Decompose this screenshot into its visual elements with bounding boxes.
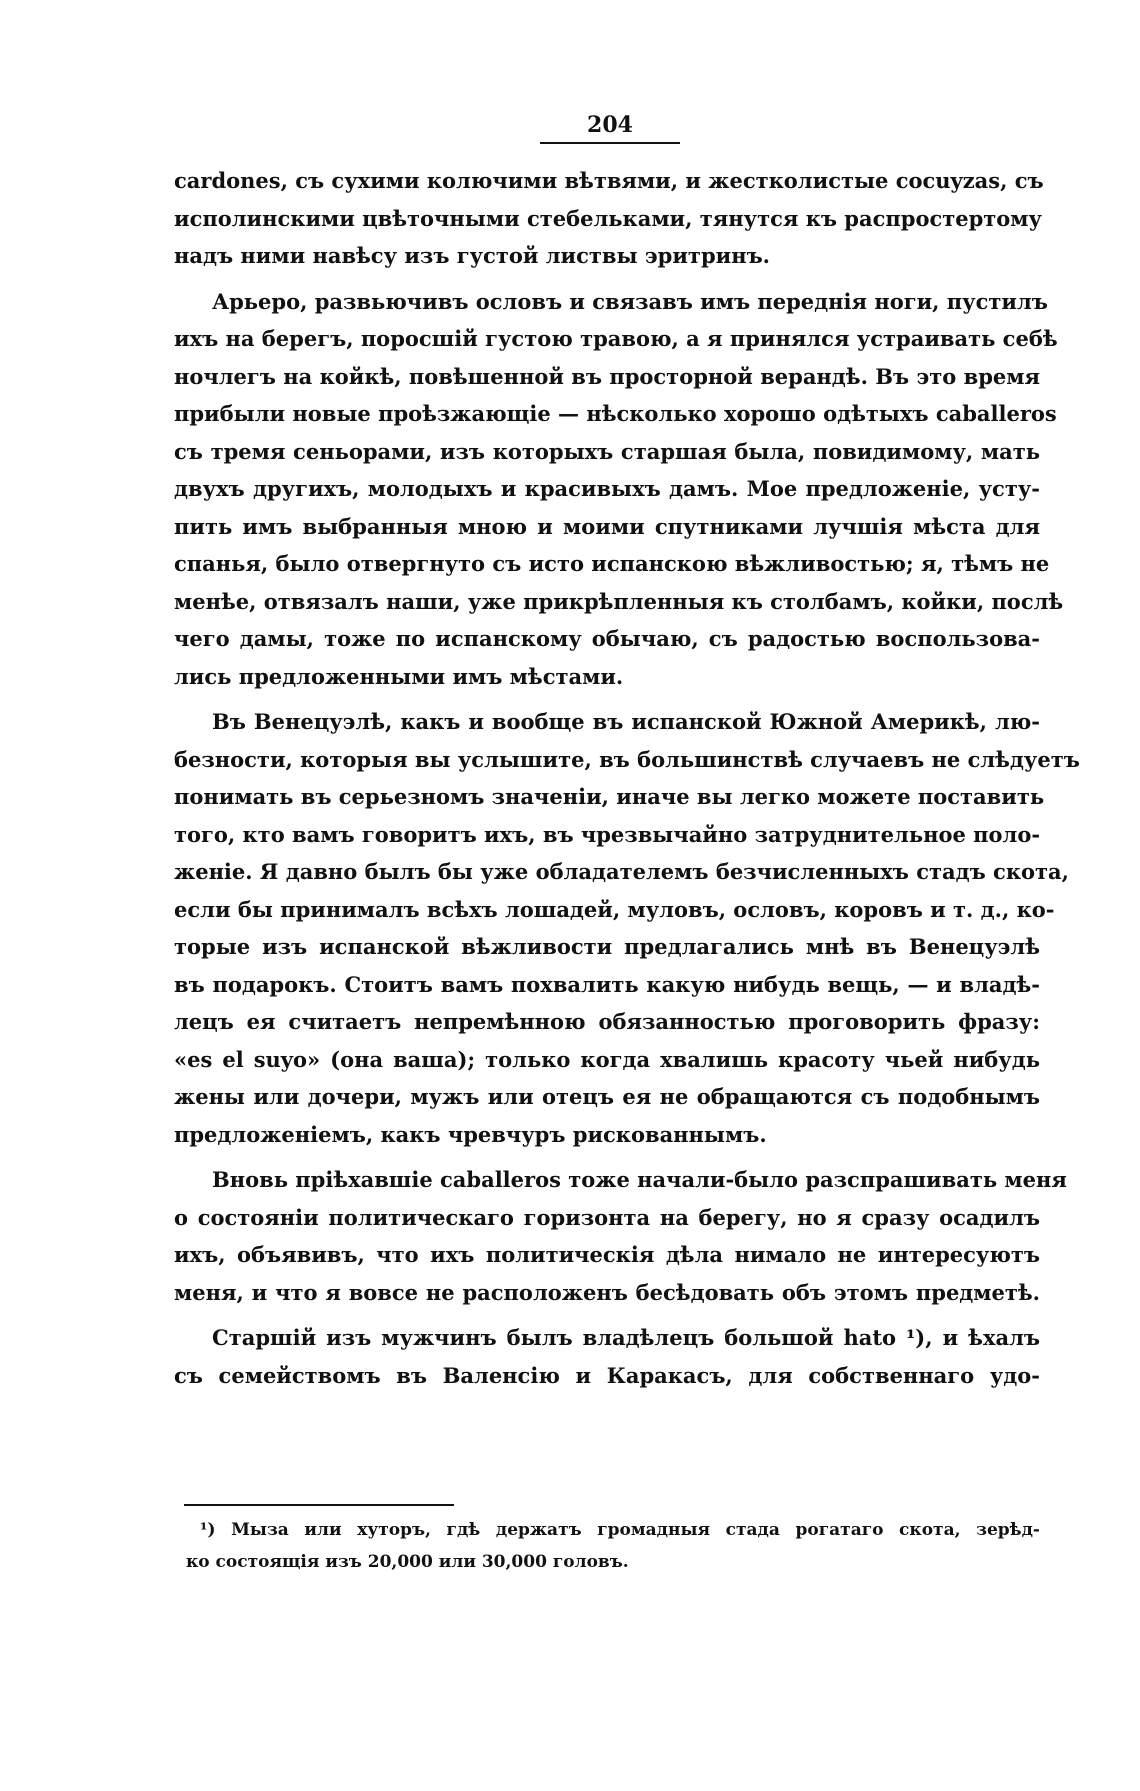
paragraph-start-line: Вновь пріѣхавшіе caballeros тоже начали-было разспрашивать меня [212,1167,1067,1192]
text-line: понимать въ серьезномъ значеніи, иначе вы легко можете поставить [174,784,1045,809]
text-line: «es el suyo» (она ваша); только когда хвалишь красоту чьей нибудь [174,1046,1040,1072]
text-line: жены или дочери, мужъ или отецъ ея не обращаются съ подобнымъ [174,1084,1040,1109]
text-line: лись предложенными имъ мѣстами. [174,663,624,689]
text-line: спанья, было отвергнуто съ исто испанскою вѣжливостью; я, тѣмъ не [174,551,1050,576]
text-line: надъ ними навѣсу изъ густой листвы эритринъ. [174,243,770,268]
text-line: ночлегъ на койкѣ, повѣшенной въ просторной верандѣ. Въ это время [174,363,1040,389]
text-line: чего дамы, тоже по испанскому обычаю, съ радостью воспользова- [174,626,1040,651]
text-line: въ подарокъ. Стоитъ вамъ похвалить какую нибудь вещь, — и владѣ- [174,971,1040,997]
paragraph-start-line: Въ Венецуэлѣ, какъ и вообще въ испанской Южной Америкѣ, лю- [212,709,1040,734]
text-line: если бы принималъ всѣхъ лошадей, муловъ, ословъ, коровъ и т. д., ко- [174,896,1055,922]
footnote-rule [184,1504,454,1506]
text-line: ихъ на берегъ, поросшій густою травою, а я принялся устраивать себѣ [174,326,1058,351]
footnote-line: ко состоящія изъ 20,000 или 30,000 головъ. [186,1552,629,1572]
text-line: о состояніи политическаго горизонта на берегу, но я сразу осадилъ [174,1204,1040,1230]
text-line: исполинскими цвѣточными стебельками, тянутся къ распростертому [174,205,1042,231]
text-line: меня, и что я вовсе не расположенъ бесѣдовать объ этомъ предметѣ. [174,1279,1040,1305]
text-line: ихъ, объявивъ, что ихъ политическія дѣла нимало не интересуютъ [174,1242,1040,1267]
text-line: съ тремя сеньорами, изъ которыхъ старшая была, повидимому, мать [174,438,1040,464]
text-line: прибыли новые проѣзжающіе — нѣсколько хорошо одѣтыхъ caballeros [174,401,1057,426]
text-line: съ семействомъ въ Валенсію и Каракасъ, для собственнаго удо- [174,1362,1040,1388]
header-rule [540,142,680,144]
footnote [186,1514,1040,1578]
text-line: двухъ другихъ, молодыхъ и красивыхъ дамъ. Мое предложеніе, усту- [174,476,1040,501]
text-line: менѣе, отвязалъ наши, уже прикрѣпленныя къ столбамъ, койки, послѣ [174,588,1064,614]
text-line: cardones, съ сухими колючими вѣтвями, и жестколистые cocuyzas, съ [174,168,1044,193]
text-line: торые изъ испанской вѣжливости предлагались мнѣ въ Венецуэлѣ [174,934,1040,959]
paragraph-start-line: Старшій изъ мужчинъ былъ владѣлецъ большой hato ¹), и ѣхалъ [212,1325,1040,1350]
text-line: предложеніемъ, какъ чревчуръ рискованнымъ. [174,1121,767,1147]
text-line: женіе. Я давно былъ бы уже обладателемъ безчисленныхъ стадъ скота, [174,859,1069,884]
text-line: того, кто вамъ говоритъ ихъ, въ чрезвычайно затруднительное поло- [174,821,1041,847]
text-line: безности, которыя вы услышите, въ большинствѣ случаевъ не слѣдуетъ [174,746,1080,772]
footnote-line: ¹) Мыза или хуторъ, гдѣ держатъ громадныя стада рогатаго скота, зерѣд- [200,1520,1040,1540]
text-line: лецъ ея считаетъ непремѣнною обязанностью проговорить фразу: [174,1009,1040,1034]
page-number: 204 [587,112,633,138]
text-line: пить имъ выбранныя мною и моими спутниками лучшія мѣста для [174,513,1040,539]
body-text [174,162,1080,1394]
paragraph-start-line: Арьеро, развьючивъ ословъ и связавъ имъ переднія ноги, пустилъ [212,288,1048,314]
